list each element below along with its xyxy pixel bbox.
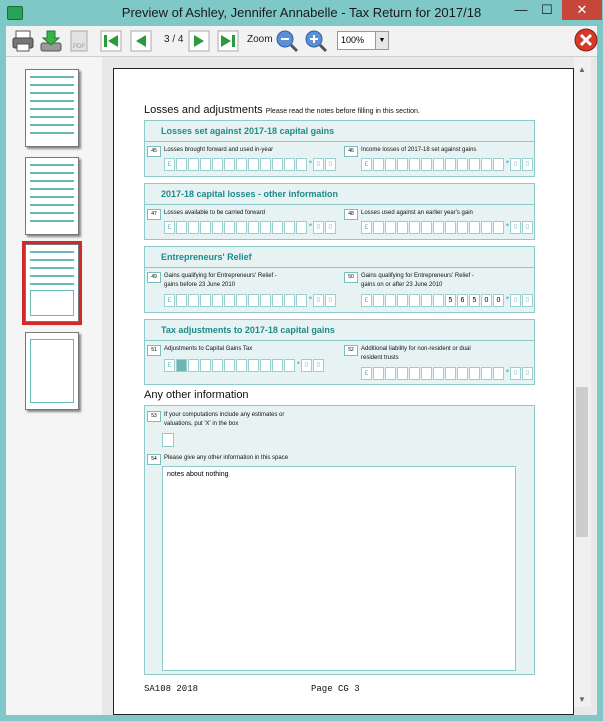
field-label: Please give any other information in this space	[164, 455, 289, 461]
last-page-icon	[215, 28, 241, 54]
digit-cell	[433, 221, 444, 234]
next-page-icon	[186, 28, 212, 54]
digit-cell	[284, 359, 295, 372]
digit-cell	[272, 359, 283, 372]
field-label: Gains qualifying for Entrepreneurs' Relief -	[361, 273, 474, 279]
digit-cell	[493, 221, 504, 234]
section-title: Losses and adjustments	[144, 104, 263, 116]
digit-cell	[224, 294, 235, 307]
digit-cell	[433, 367, 444, 380]
losses-heading: Losses set against 2017-18 capital gains	[161, 126, 335, 136]
digit-cell: 0	[313, 158, 324, 171]
digit-cell	[272, 294, 283, 307]
prev-page-button[interactable]	[128, 28, 154, 54]
printer-icon	[10, 28, 36, 54]
decimal-point: •	[505, 157, 510, 167]
digit-cell	[176, 221, 187, 234]
zoom-out-icon	[274, 28, 300, 54]
digit-cell: 6	[457, 294, 468, 307]
digit-cell	[236, 359, 247, 372]
digit-cell: 5	[469, 294, 480, 307]
digit-cell	[385, 221, 396, 234]
scrollbar-thumb[interactable]	[576, 387, 588, 537]
field-number: 45	[147, 146, 161, 157]
digit-cell	[236, 294, 247, 307]
digit-cell	[397, 294, 408, 307]
digit-cell	[212, 158, 223, 171]
digit-cell	[224, 221, 235, 234]
digit-cell	[176, 359, 187, 372]
digit-cell	[481, 221, 492, 234]
section-note: Please read the notes before filling in this section.	[265, 108, 420, 115]
digit-cell	[421, 221, 432, 234]
field-label: If your computations include any estimates or	[164, 412, 285, 418]
digit-cell: 5	[445, 294, 456, 307]
digit-cell	[385, 158, 396, 171]
zoom-select[interactable]	[337, 31, 389, 50]
digit-cell	[260, 221, 271, 234]
field-label: resident trusts	[361, 355, 399, 361]
digit-cell	[493, 158, 504, 171]
field-45-input[interactable]	[164, 158, 337, 170]
digit-cell: 0	[301, 359, 312, 372]
digit-cell	[469, 158, 480, 171]
tax-adjustments-heading: Tax adjustments to 2017-18 capital gains	[161, 325, 335, 335]
minimize-button[interactable]: —	[514, 2, 528, 17]
digit-cell	[296, 158, 307, 171]
field-number: 47	[147, 209, 161, 220]
digit-cell	[421, 158, 432, 171]
digit-cell	[236, 221, 247, 234]
field-47-input[interactable]	[164, 221, 337, 233]
digit-cell	[433, 158, 444, 171]
digit-cell: 0	[325, 294, 336, 307]
digit-cell	[409, 221, 420, 234]
decimal-point: •	[308, 157, 313, 167]
field-label: Gains qualifying for Entrepreneurs' Relief -	[164, 273, 277, 279]
digit-cell	[457, 367, 468, 380]
decimal-point: •	[505, 220, 510, 230]
digit-cell: 0	[522, 367, 533, 380]
digit-cell	[176, 294, 187, 307]
field-49-input[interactable]	[164, 294, 337, 306]
digit-cell: 0	[522, 158, 533, 171]
digit-cell	[421, 367, 432, 380]
digit-cell	[248, 221, 259, 234]
digit-cell	[188, 158, 199, 171]
field-46-input[interactable]	[361, 158, 534, 170]
estimates-checkbox[interactable]	[162, 433, 174, 447]
digit-cell	[469, 221, 480, 234]
digit-cell: 0	[510, 294, 521, 307]
first-page-button[interactable]	[98, 28, 124, 54]
zoom-label: Zoom	[247, 34, 273, 45]
page-thumbnail-3[interactable]	[25, 244, 79, 322]
pdf-icon	[66, 28, 92, 54]
field-label: valuations, put 'X' in the box	[164, 421, 239, 427]
digit-cell	[433, 294, 444, 307]
digit-cell: £	[164, 158, 175, 171]
digit-cell	[200, 294, 211, 307]
digit-cell	[260, 359, 271, 372]
field-label: Losses available to be carried forward	[164, 210, 266, 216]
window-title: Preview of Ashley, Jennifer Annabelle - Tax Return for 2017/18	[121, 5, 482, 20]
digit-cell: 0	[522, 221, 533, 234]
digit-cell	[212, 359, 223, 372]
digit-cell	[272, 158, 283, 171]
digit-cell: 0	[510, 158, 521, 171]
digit-cell	[284, 221, 295, 234]
digit-cell	[284, 294, 295, 307]
digit-cell	[260, 158, 271, 171]
field-51-input[interactable]	[164, 359, 325, 371]
decimal-point: •	[505, 293, 510, 303]
digit-cell	[397, 158, 408, 171]
digit-cell: 0	[313, 359, 324, 372]
field-number: 48	[344, 209, 358, 220]
field-label: gains on or after 23 June 2010	[361, 282, 443, 288]
digit-cell: 0	[493, 294, 504, 307]
field-label: Income losses of 2017-18 set against gains	[361, 147, 477, 153]
field-number: 52	[344, 345, 358, 356]
digit-cell	[481, 367, 492, 380]
digit-cell	[373, 367, 384, 380]
digit-cell	[188, 221, 199, 234]
field-number: 50	[344, 272, 358, 283]
field-label: Adjustments to Capital Gains Tax	[164, 346, 253, 352]
field-label: Losses used against an earlier year's gain	[361, 210, 473, 216]
other-information-textarea[interactable]: notes about nothing	[162, 466, 516, 671]
digit-cell	[457, 221, 468, 234]
digit-cell	[236, 158, 247, 171]
field-number: 53	[147, 411, 161, 422]
page-thumbnail-2[interactable]	[25, 157, 79, 235]
title-bar	[0, 0, 603, 26]
digit-cell: 0	[481, 294, 492, 307]
digit-cell	[200, 221, 211, 234]
field-label: Losses brought forward and used in-year	[164, 147, 274, 153]
digit-cell: £	[164, 221, 175, 234]
digit-cell	[373, 221, 384, 234]
digit-cell	[176, 158, 187, 171]
digit-cell	[373, 294, 384, 307]
digit-cell	[445, 221, 456, 234]
digit-cell: 0	[313, 294, 324, 307]
digit-cell	[397, 367, 408, 380]
field-label: gains before 23 June 2010	[164, 282, 236, 288]
capital-losses-box	[144, 183, 535, 240]
digit-cell	[224, 158, 235, 171]
digit-cell	[200, 359, 211, 372]
digit-cell: 0	[313, 221, 324, 234]
zoom-in-icon	[303, 28, 329, 54]
maximize-button[interactable]: ☐	[541, 2, 553, 17]
close-window-button[interactable]: ✕	[562, 0, 602, 20]
exit-icon	[573, 27, 599, 53]
field-number: 54	[147, 454, 161, 465]
digit-cell	[296, 221, 307, 234]
scroll-down-icon[interactable]: ▼	[578, 695, 586, 704]
digit-cell: £	[361, 158, 372, 171]
svg-text:PDF: PDF	[73, 44, 85, 50]
digit-cell	[188, 294, 199, 307]
digit-cell	[409, 158, 420, 171]
page-label: Page CG 3	[311, 684, 360, 694]
digit-cell: £	[361, 294, 372, 307]
digit-cell	[445, 367, 456, 380]
print-button[interactable]	[10, 28, 36, 54]
digit-cell: 0	[522, 294, 533, 307]
decimal-point: •	[308, 220, 313, 230]
zoom-value: 100%	[341, 35, 365, 45]
zoom-in-button[interactable]	[303, 28, 329, 54]
digit-cell	[421, 294, 432, 307]
field-48-input[interactable]	[361, 221, 534, 233]
form-page	[113, 68, 574, 715]
digit-cell	[248, 158, 259, 171]
digit-cell	[481, 158, 492, 171]
capital-losses-heading: 2017-18 capital losses - other information	[161, 189, 339, 199]
vertical-scrollbar[interactable]	[574, 57, 591, 707]
field-52-input[interactable]	[361, 367, 534, 379]
digit-cell	[397, 221, 408, 234]
save-button[interactable]	[38, 28, 64, 54]
digit-cell	[385, 367, 396, 380]
digit-cell	[272, 221, 283, 234]
digit-cell: 0	[510, 367, 521, 380]
form-code: SA108 2018	[144, 684, 199, 694]
digit-cell	[212, 221, 223, 234]
entrepreneurs-relief-box	[144, 246, 535, 313]
decimal-point: •	[505, 366, 510, 376]
digit-cell	[296, 294, 307, 307]
digit-cell: 0	[325, 158, 336, 171]
digit-cell	[248, 294, 259, 307]
scroll-up-icon[interactable]: ▲	[578, 65, 586, 74]
digit-cell	[457, 158, 468, 171]
next-page-button[interactable]	[186, 28, 212, 54]
digit-cell	[409, 367, 420, 380]
page-thumbnail-1[interactable]	[25, 69, 79, 147]
digit-cell: £	[164, 294, 175, 307]
digit-cell	[385, 294, 396, 307]
page-thumbnail-4[interactable]	[25, 332, 79, 410]
field-50-input[interactable]	[361, 294, 534, 306]
field-number: 51	[147, 345, 161, 356]
section-title-losses	[144, 104, 420, 116]
page-indicator: 3 / 4	[164, 34, 184, 45]
decimal-point: •	[308, 293, 313, 303]
exit-button[interactable]	[573, 27, 599, 53]
pdf-button[interactable]	[66, 28, 92, 54]
digit-cell	[445, 158, 456, 171]
first-page-icon	[98, 28, 124, 54]
digit-cell	[260, 294, 271, 307]
digit-cell	[409, 294, 420, 307]
toolbar	[6, 26, 597, 57]
zoom-out-button[interactable]	[274, 28, 300, 54]
digit-cell	[248, 359, 259, 372]
digit-cell	[373, 158, 384, 171]
field-number: 49	[147, 272, 161, 283]
section-title-other: Any other information	[144, 389, 249, 401]
last-page-button[interactable]	[215, 28, 241, 54]
tax-adjustments-box	[144, 319, 535, 385]
decimal-point: •	[296, 358, 301, 368]
chevron-down-icon: ▼	[375, 32, 388, 49]
digit-cell	[188, 359, 199, 372]
digit-cell: £	[164, 359, 175, 372]
digit-cell	[212, 294, 223, 307]
digit-cell	[469, 367, 480, 380]
prev-page-icon	[128, 28, 154, 54]
digit-cell: £	[361, 221, 372, 234]
digit-cell: £	[361, 367, 372, 380]
thumbnail-panel	[6, 57, 102, 715]
digit-cell	[224, 359, 235, 372]
digit-cell: 0	[510, 221, 521, 234]
digit-cell	[200, 158, 211, 171]
digit-cell: 0	[325, 221, 336, 234]
download-icon	[38, 28, 64, 54]
digit-cell	[284, 158, 295, 171]
losses-box	[144, 120, 535, 177]
field-label: Additional liability for non-resident or dual	[361, 346, 471, 352]
field-number: 46	[344, 146, 358, 157]
other-information-box	[144, 405, 535, 675]
entrepreneurs-relief-heading: Entrepreneurs' Relief	[161, 252, 252, 262]
digit-cell	[493, 367, 504, 380]
